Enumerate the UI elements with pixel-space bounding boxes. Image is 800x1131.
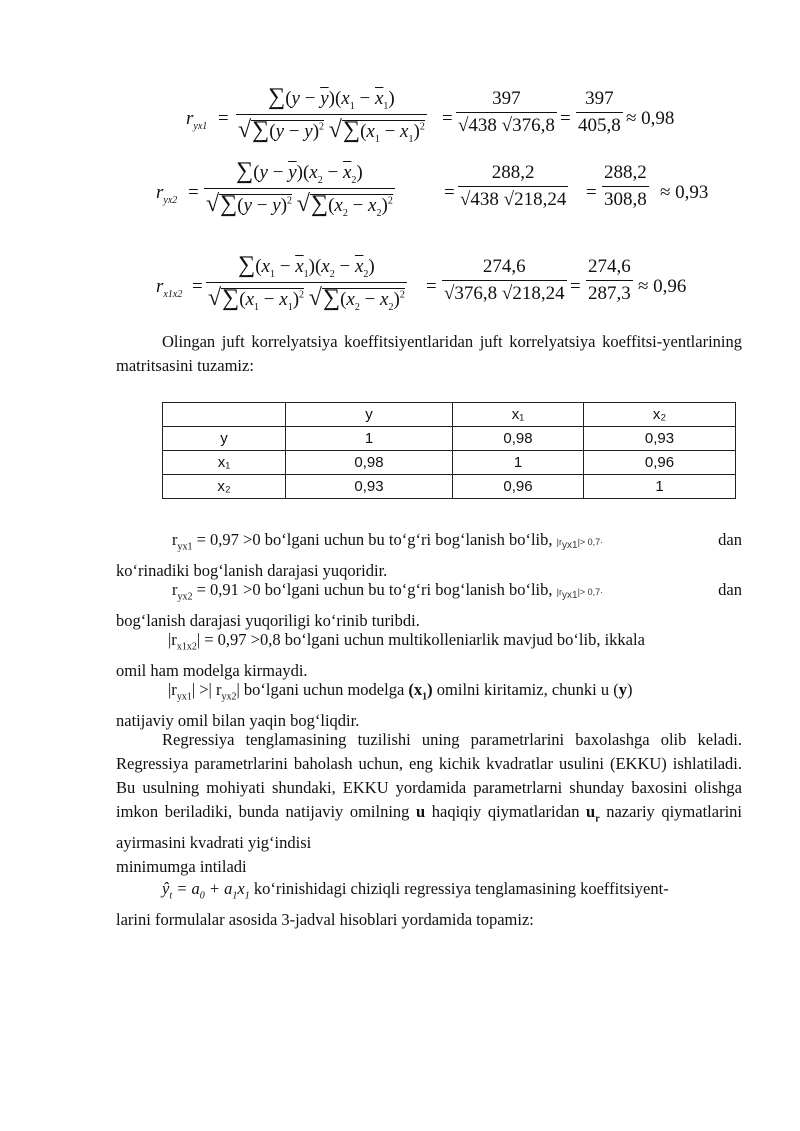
formula-result: ≈ 0,98 [626,108,675,129]
formula-main-fraction: $\sum(y - \overline{y})(x_1 - \overline{x}_1)$ $√\sum(y - \overline{y})^2$ $√\sum(x_1 - \overline{x}_1)^2$ [238,84,425,145]
formula-main-fraction: $\sum(x_1 - \overline{x}_1)(x_2 - \overline{x}_2)$ $√\sum(x_1 - \overline{x}_1)^2$ $√\sum(x_2 - \overline{x}_2)^2$ [208,252,405,313]
table-row [163,451,736,475]
table-row [163,475,736,499]
text: r [172,580,178,599]
inline-condition: $|r_{yx1}|> 0,7\cdot$ [556,587,604,601]
text: u [416,802,426,821]
intro-paragraph: Olingan juft korrelyatsiya koeffitsiyentlaridan juft korrelyatsiya koeffitsi-yentlarining matritsasini tuzamiz: [116,332,742,375]
text: omilni kiritamiz, chunki u ( [432,680,619,699]
paragraph-regression-equation [116,877,742,932]
table-cell: 0,96 [584,451,736,475]
formula-value-fraction: 274,6 √376,8 √218,24 [444,256,565,304]
table-cell: y [286,403,453,427]
formula-value-fraction: 288,2 √438 √218,24 [460,162,567,210]
text: | bo‘lgani uchun modelga [236,680,409,699]
table-cell: 0,93 [584,427,736,451]
formula-r-yx2: $r_{yx2}$ = $\sum(y - \overline{y})(x_2 - \overline{x}_2)$ $√\sum(y - \overline{y})^2$ $√\sum(x_2 - \overline{x}_2)^2$ = 288,2 √438 √218,24 = 288,2 308,8 ≈ 0,93 [156,158,709,219]
text: bog‘lanish darajasi yuqoriligi ko‘rinib turibdi. [116,611,420,631]
table-cell: x₁ [453,403,584,427]
formula-main-fraction: $\sum(y - \overline{y})(x_2 - \overline{x}_2)$ $√\sum(y - \overline{y})^2$ $√\sum(x_2 - \overline{x}_2)^2$ [206,158,393,219]
text: $u_r$ [586,802,600,825]
table-cell: 1 [584,475,736,499]
text: omil ham modelga kirmaydi. [116,661,308,681]
table-cell [163,403,286,427]
table-cell: x₂ [163,475,286,499]
formula-lhs: $r_{yx1}$ [186,108,208,132]
text: x1x2 [176,641,197,653]
text: = 0,91 >0 bo‘lgani uchun bu to‘g‘ri bog‘lanish bo‘lib, [192,580,553,599]
text: $(x_1)$ [408,680,433,703]
formula-result: ≈ 0,96 [638,276,687,297]
formula-simplified-fraction: 274,6 287,3 [588,256,631,304]
formula-lhs: $r_{yx2}$ [156,182,178,206]
text: haqiqiy qiymatlaridan [425,802,587,821]
text: Regressiya tenglamasining tuzilishi uning parametrlarini baxolashga olib keladi. Regressiya parametrlarini baholash uchun, eng kichik kvadratlar usulini (EKKU) ishlatiladi. Bu usulning mohiyati shundaki, EKKU yordamida parametrlarni shunday baxosini olishga imkon beriladiki, bunda natijaviy omilning [116,730,742,821]
table-row [163,427,736,451]
paragraph-ryx2 [116,578,742,633]
table-cell: 1 [453,451,584,475]
text: dan [718,580,742,599]
text: |r [168,680,177,699]
table-cell: 0,93 [286,475,453,499]
text: ) [626,680,633,699]
table-header-row [163,403,736,427]
table-cell: 1 [286,427,453,451]
paragraph-choose-factor [116,678,742,733]
formula-value-fraction: 397 √438 √376,8 [458,88,555,136]
table-cell: x₁ [163,451,286,475]
formula-simplified-fraction: 397 405,8 [578,88,621,136]
table-cell: 0,98 [453,427,584,451]
paragraph-rx1x2 [116,628,742,683]
text: ko‘rinadiki bog‘lanish darajasi yuqoridir. [116,561,388,581]
formula-r-x1x2: $r_{x1x2}$ = $\sum(x_1 - \overline{x}_1)(x_2 - \overline{x}_2)$ $√\sum(x_1 - \overline{x}_1)^2$ $√\sum(x_2 - \overline{x}_2)^2$ = 274,6 √376,8 √218,24 = 274,6 287,3 ≈ 0,96 [156,252,687,313]
text: dan [718,530,742,549]
table-cell: 0,96 [453,475,584,499]
text: minimumga intiladi [116,857,247,877]
formula-lhs: $r_{x1x2}$ [156,276,183,300]
text: = 0,97 >0 bo‘lgani uchun bu to‘g‘ri bog‘lanish bo‘lib, [192,530,553,549]
correlation-matrix-table [162,402,736,499]
text: yx1 [177,541,193,553]
regression-formula: $ŷ_t = a_0 + a_1x_1$ [162,879,250,902]
text: yx2 [177,591,193,603]
table-cell: 0,98 [286,451,453,475]
text: yx2 [221,691,237,703]
inline-condition: $|r_{yx1}|> 0,7\cdot$ [556,537,604,551]
text: y [618,680,627,699]
text: |r [168,630,177,649]
text: natijaviy omil bilan yaqin bog‘liqdir. [116,711,360,731]
table-cell: y [163,427,286,451]
text: ko‘rinishidagi chiziqli regressiya tenglamasining koeffitsiyent- [249,879,669,898]
text: | >| r [191,680,222,699]
formula-result: ≈ 0,93 [660,182,709,203]
text: yx1 [176,691,192,703]
text: r [172,530,178,549]
formula-r-yx1: $r_{yx1}$ = $\sum(y - \overline{y})(x_1 - \overline{x}_1)$ $√\sum(y - \overline{y})^2$ $√\sum(x_1 - \overline{x}_1)^2$ = 397 √438 √376,8 = 397 405,8 ≈ 0,98 [186,84,675,145]
paragraph-ryx1 [116,528,742,583]
text: nazariy qiymatlarini ayirmasini kvadrati yig‘indisi [116,802,742,853]
text: | = 0,97 >0,8 bo‘lgani uchun multikolleniarlik mavjud bo‘lib, ikkala [196,630,645,649]
paragraph-regression-method [116,728,742,879]
text: larini formulalar asosida 3-jadval hisoblari yordamida topamiz: [116,910,534,930]
formula-simplified-fraction: 288,2 308,8 [604,162,647,210]
table-cell: x₂ [584,403,736,427]
